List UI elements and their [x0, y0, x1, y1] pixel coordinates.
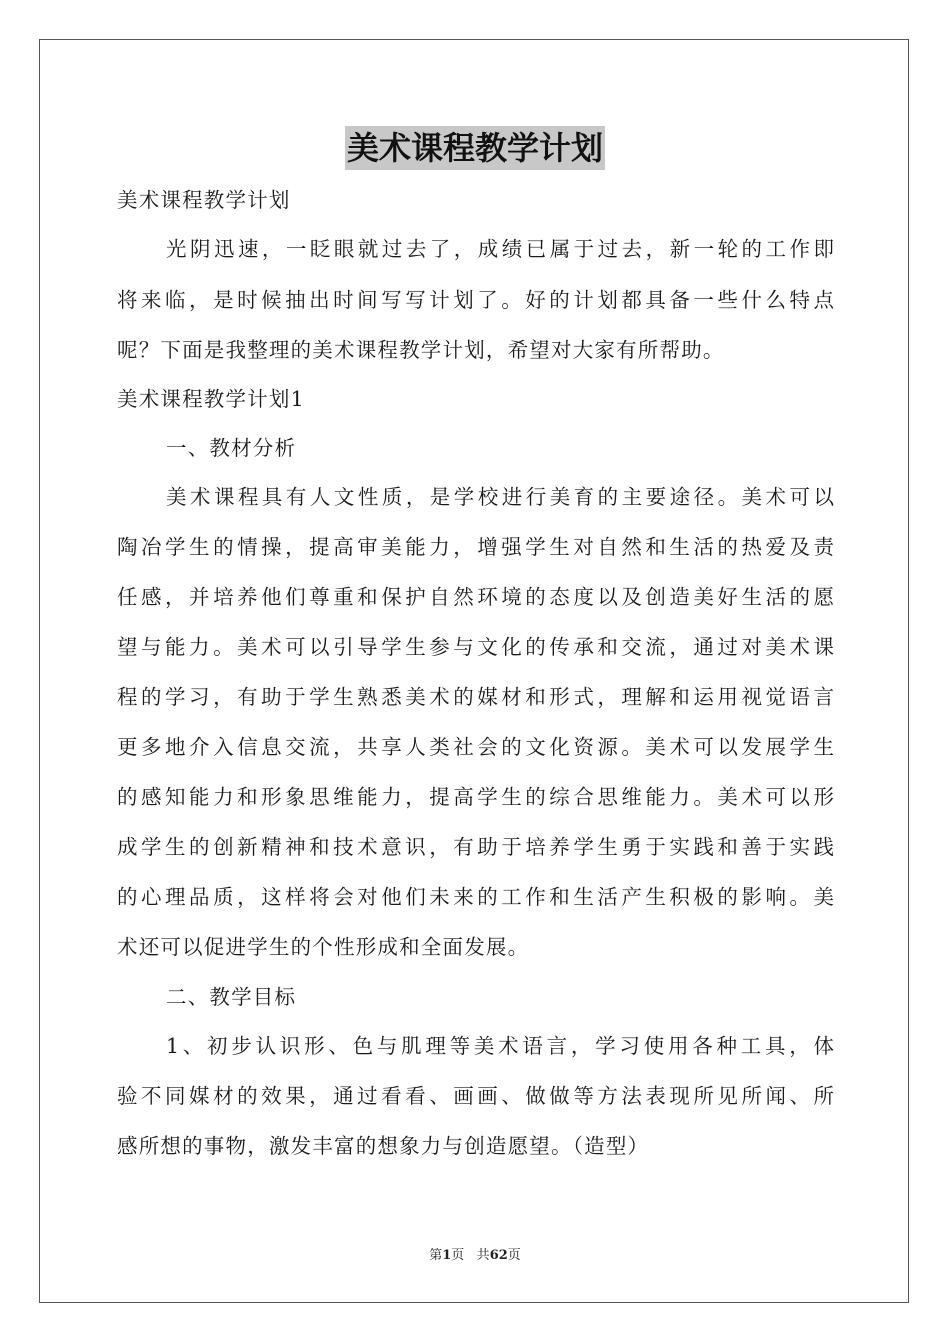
- footer-total-pages: 62: [489, 1248, 508, 1263]
- sub-heading: 二、教学目标: [166, 985, 297, 1009]
- paragraph-line: 验不同媒材的效果，通过看看、画画、做做等方法表现所见所闻、所: [117, 1084, 834, 1108]
- footer-page-suffix: 页: [451, 1248, 465, 1263]
- paragraph-line: 将来临，是时候抽出时间写写计划了。好的计划都具备一些什么特点: [117, 288, 834, 312]
- document-title: 美术课程教学计划: [345, 126, 605, 170]
- sub-heading: 一、教材分析: [166, 436, 297, 460]
- paragraph-line: 程的学习，有助于学生熟悉美术的媒材和形式，理解和运用视觉语言: [117, 685, 834, 709]
- title-container: [0, 126, 950, 170]
- subtitle-line: 美术课程教学计划: [117, 188, 291, 212]
- page-border: [39, 39, 909, 1303]
- footer-page-number: 1: [442, 1248, 452, 1263]
- paragraph-line: 感所想的事物，激发丰富的想象力与创造愿望。（造型）: [117, 1134, 650, 1158]
- paragraph-line: 的感知能力和形象思维能力，提高学生的综合思维能力。美术可以形: [117, 785, 834, 809]
- paragraph-line: 望与能力。美术可以引导学生参与文化的传承和交流，通过对美术课: [117, 635, 834, 659]
- section-heading: 美术课程教学计划1: [117, 387, 305, 411]
- footer-page-prefix: 第: [429, 1248, 443, 1263]
- paragraph-line: 成学生的创新精神和技术意识，有助于培养学生勇于实践和善于实践: [117, 835, 834, 859]
- paragraph-line: 更多地介入信息交流，共享人类社会的文化资源。美术可以发展学生: [117, 735, 834, 759]
- paragraph-line: 光阴迅速，一眨眼就过去了，成绩已属于过去，新一轮的工作即: [166, 237, 834, 261]
- paragraph-line: 任感，并培养他们尊重和保护自然环境的态度以及创造美好生活的愿: [117, 585, 834, 609]
- paragraph-line: 术还可以促进学生的个性形成和全面发展。: [117, 935, 530, 959]
- paragraph-line: 呢？下面是我整理的美术课程教学计划，希望对大家有所帮助。: [117, 338, 725, 362]
- paragraph-line: 1、初步认识形、色与肌理等美术语言，学习使用各种工具，体: [166, 1034, 834, 1058]
- page-footer: [0, 1247, 950, 1265]
- paragraph-line: 陶冶学生的情操，提高审美能力，增强学生对自然和生活的热爱及责: [117, 535, 834, 559]
- paragraph-line: 的心理品质，这样将会对他们未来的工作和生活产生积极的影响。美: [117, 885, 834, 909]
- footer-total-prefix: 共: [476, 1248, 490, 1263]
- footer-total-suffix: 页: [507, 1248, 521, 1263]
- paragraph-line: 美术课程具有人文性质，是学校进行美育的主要途径。美术可以: [166, 485, 834, 509]
